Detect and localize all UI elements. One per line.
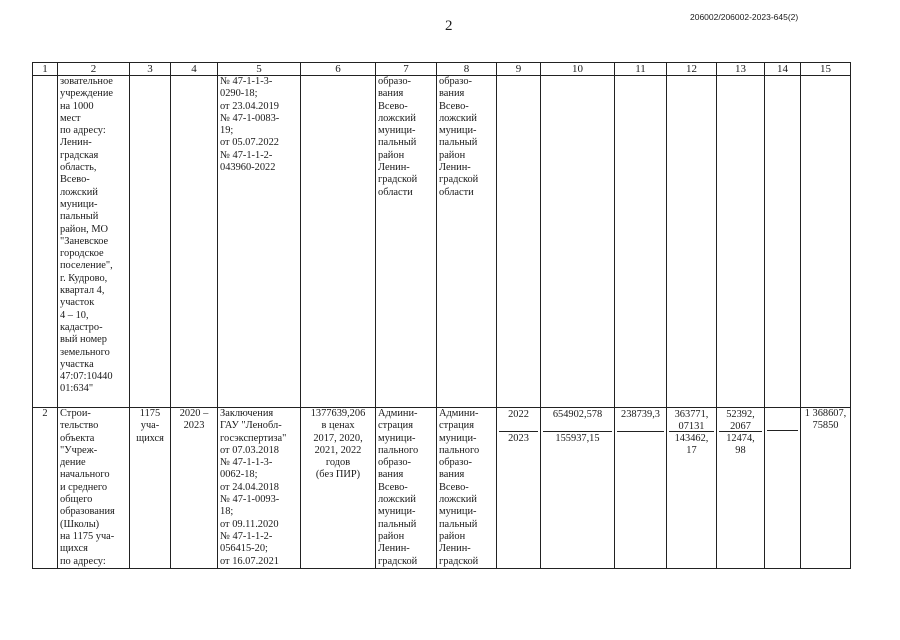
- col-header: 12: [667, 63, 717, 76]
- document-id: 206002/206002-2023-645(2): [690, 12, 799, 22]
- text-line: № 47-1-1-2-: [220, 149, 273, 161]
- text-line: пальный: [439, 137, 478, 149]
- data-table: [32, 62, 851, 569]
- amount-value: [669, 432, 714, 458]
- col-header: 11: [615, 63, 667, 76]
- amount-value: 654902,578: [543, 408, 612, 432]
- text-line: 0290-18;: [220, 88, 258, 100]
- text-line: 19;: [220, 125, 234, 137]
- col-header: 4: [171, 63, 218, 76]
- text-line: 17: [686, 445, 697, 457]
- text-line: (без ПИР): [315, 469, 361, 481]
- text-line: 1175: [139, 408, 161, 419]
- text-line: муници-: [439, 125, 477, 137]
- cost-cell: [301, 408, 376, 569]
- text-line: и среднего: [60, 481, 108, 493]
- text-line: щихся: [60, 543, 88, 555]
- text-line: 52392,: [726, 409, 755, 420]
- text-line: № 47-1-0083-: [220, 112, 280, 124]
- text-line: пальный: [378, 518, 417, 530]
- text-line: муници-: [60, 198, 98, 210]
- text-line: 12474,: [726, 433, 755, 444]
- amount-cell: [541, 408, 615, 569]
- text-line: от 09.11.2020: [220, 518, 279, 530]
- text-line: мест: [60, 112, 81, 124]
- text-line: (Школы): [60, 518, 100, 530]
- text-line: вый номер: [60, 334, 107, 346]
- table-row: [33, 76, 851, 408]
- text-line: в ценах: [321, 420, 355, 432]
- col-header: 2: [58, 63, 130, 76]
- text-line: Заключения: [220, 408, 274, 419]
- text-line: по адресу:: [60, 555, 106, 567]
- capacity-cell: [130, 76, 171, 408]
- amount-value: [767, 408, 798, 431]
- customer-cell: [376, 408, 437, 569]
- text-line: пального: [378, 444, 419, 456]
- text-line: градской: [378, 174, 418, 186]
- text-line: Ленин-: [378, 162, 410, 174]
- text-line: район: [439, 149, 466, 161]
- text-line: область,: [60, 162, 97, 174]
- year-cell: [497, 408, 541, 569]
- text-line: "Заневское: [60, 235, 109, 247]
- text-line: 98: [735, 445, 746, 457]
- amount-cell: [717, 408, 765, 569]
- cost-cell: [301, 76, 376, 408]
- text-line: уча-: [140, 420, 160, 432]
- amount-value: 155937,15: [555, 433, 600, 444]
- text-line: общего: [60, 494, 93, 506]
- total-cell: [801, 408, 851, 569]
- table-row: [33, 408, 851, 569]
- col-header: 6: [301, 63, 376, 76]
- amount-cell: [667, 408, 717, 569]
- col-header: 8: [437, 63, 497, 76]
- text-line: квартал 4,: [60, 285, 105, 297]
- text-line: ложский: [60, 186, 98, 198]
- text-line: учреждение: [60, 88, 114, 100]
- text-line: Ленин-: [439, 162, 471, 174]
- col-header: 3: [130, 63, 171, 76]
- text-line: Всево-: [439, 481, 469, 493]
- capacity-cell: [130, 408, 171, 569]
- row-number-cell: [33, 76, 58, 408]
- col-header: 5: [218, 63, 301, 76]
- text-line: Ленин-: [60, 137, 92, 149]
- text-line: Админи-: [439, 408, 479, 419]
- text-line: от 16.07.2021: [220, 555, 279, 567]
- text-line: образо-: [439, 457, 472, 469]
- col-header: 7: [376, 63, 437, 76]
- text-line: 2023: [183, 420, 205, 432]
- text-line: пальный: [378, 137, 417, 149]
- col-header: 9: [497, 63, 541, 76]
- text-line: образо-: [378, 457, 411, 469]
- text-line: муници-: [439, 432, 477, 444]
- text-line: пального: [439, 444, 480, 456]
- text-line: тельство: [60, 420, 99, 432]
- text-line: 01:634": [60, 383, 94, 395]
- text-line: области: [439, 186, 474, 198]
- amount-cell: [765, 408, 801, 569]
- text-line: образования: [60, 506, 115, 518]
- period-cell: [171, 76, 218, 408]
- total-cell: [801, 76, 851, 408]
- expertise-cell: [218, 408, 301, 569]
- text-line: 2017, 2020,: [313, 432, 363, 444]
- amount-value: 238739,3: [617, 408, 664, 432]
- text-line: кадастро-: [60, 321, 103, 333]
- text-line: градской: [439, 174, 479, 186]
- col-header: 13: [717, 63, 765, 76]
- text-line: "Учреж-: [60, 444, 98, 456]
- text-line: по адресу:: [60, 125, 106, 137]
- text-line: городское: [60, 248, 104, 260]
- text-line: на 1175 уча-: [60, 530, 115, 542]
- text-line: участка: [60, 358, 94, 370]
- text-line: госэкспертиза": [220, 432, 287, 444]
- text-line: г. Кудрово,: [60, 272, 108, 284]
- text-line: район, МО: [60, 223, 109, 235]
- text-line: страция: [378, 420, 413, 432]
- text-line: ложский: [378, 494, 416, 506]
- amount-value: [617, 432, 664, 433]
- col-header: 1: [33, 63, 58, 76]
- text-line: вания: [439, 88, 465, 100]
- text-line: области: [378, 186, 413, 198]
- col-header: 15: [801, 63, 851, 76]
- text-line: Админи-: [378, 408, 418, 419]
- text-line: № 47-1-1-2-: [220, 530, 273, 542]
- text-line: Всево-: [439, 100, 469, 112]
- text-line: Всево-: [378, 100, 408, 112]
- text-line: пальный: [60, 211, 99, 223]
- text-line: 0062-18;: [220, 469, 258, 481]
- amount-cell: [667, 76, 717, 408]
- text-line: район: [439, 530, 466, 542]
- text-line: муници-: [378, 125, 416, 137]
- text-line: градской: [378, 555, 418, 567]
- period-cell: [171, 408, 218, 569]
- text-line: муници-: [439, 506, 477, 518]
- page-number: 2: [445, 18, 453, 34]
- text-line: ложский: [439, 494, 477, 506]
- text-line: от 24.04.2018: [220, 481, 279, 493]
- object-description-cell: [58, 76, 130, 408]
- year-2022: 2022: [499, 408, 538, 432]
- text-line: 056415-20;: [220, 543, 268, 555]
- amount-cell: [615, 76, 667, 408]
- text-line: щихся: [136, 432, 164, 444]
- text-line: 47:07:10440: [60, 371, 113, 383]
- column-header-row: [33, 63, 851, 76]
- developer-cell: [437, 76, 497, 408]
- text-line: образо-: [378, 76, 411, 87]
- text-line: от 23.04.2019: [220, 100, 279, 112]
- customer-cell: [376, 76, 437, 408]
- text-line: 1 368607,: [804, 408, 847, 419]
- amount-cell: [765, 76, 801, 408]
- text-line: вания: [378, 469, 404, 481]
- text-line: 2020 –: [179, 408, 209, 419]
- text-line: ложский: [439, 112, 477, 124]
- amount-value: [669, 408, 714, 432]
- text-line: № 47-1-1-3-: [220, 457, 273, 469]
- text-line: от 05.07.2022: [220, 137, 279, 149]
- text-line: объекта: [60, 432, 95, 444]
- text-line: № 47-1-0093-: [220, 494, 280, 506]
- text-line: градская: [60, 149, 99, 161]
- text-line: ГАУ "Ленобл-: [220, 420, 282, 432]
- text-line: 07131: [678, 421, 705, 433]
- text-line: 363771,: [674, 409, 709, 420]
- text-line: начального: [60, 469, 110, 481]
- text-line: ложский: [378, 112, 416, 124]
- text-line: годов: [325, 457, 351, 469]
- text-line: Строи-: [60, 408, 91, 419]
- amount-value: [719, 432, 762, 458]
- text-line: № 47-1-1-3-: [220, 76, 273, 87]
- year-2023: 2023: [508, 433, 529, 444]
- text-line: муници-: [378, 506, 416, 518]
- text-line: Ленин-: [378, 543, 410, 555]
- text-line: пальный: [439, 518, 478, 530]
- amount-cell: [541, 76, 615, 408]
- year-cell: [497, 76, 541, 408]
- text-line: градской: [439, 555, 479, 567]
- amount-cell: [615, 408, 667, 569]
- text-line: 4 – 10,: [60, 309, 89, 321]
- text-line: дение: [60, 457, 86, 469]
- text-line: зовательное: [60, 76, 113, 87]
- amount-cell: [717, 76, 765, 408]
- text-line: район: [378, 149, 405, 161]
- developer-cell: [437, 408, 497, 569]
- object-description-cell: [58, 408, 130, 569]
- text-line: муници-: [378, 432, 416, 444]
- text-line: страция: [439, 420, 474, 432]
- text-line: Ленин-: [439, 543, 471, 555]
- text-line: 143462,: [674, 433, 709, 444]
- text-line: от 07.03.2018: [220, 444, 279, 456]
- col-header: 14: [765, 63, 801, 76]
- text-line: участок: [60, 297, 95, 309]
- text-line: образо-: [439, 76, 472, 87]
- col-header: 10: [541, 63, 615, 76]
- text-line: 2021, 2022: [314, 444, 362, 456]
- text-line: Всево-: [378, 481, 408, 493]
- text-line: вания: [439, 469, 465, 481]
- text-line: земельного: [60, 346, 110, 358]
- text-line: вания: [378, 88, 404, 100]
- text-line: район: [378, 530, 405, 542]
- row-number-cell: 2: [33, 408, 58, 569]
- text-line: Всево-: [60, 174, 90, 186]
- expertise-cell: [218, 76, 301, 408]
- amount-value: [719, 408, 762, 432]
- text-line: 2067: [730, 421, 751, 433]
- text-line: на 1000: [60, 100, 94, 112]
- text-line: поселение",: [60, 260, 113, 272]
- text-line: 18;: [220, 506, 234, 518]
- text-line: 1377639,206: [310, 408, 366, 419]
- text-line: 75850: [812, 420, 839, 432]
- text-line: 043960-2022: [220, 162, 276, 174]
